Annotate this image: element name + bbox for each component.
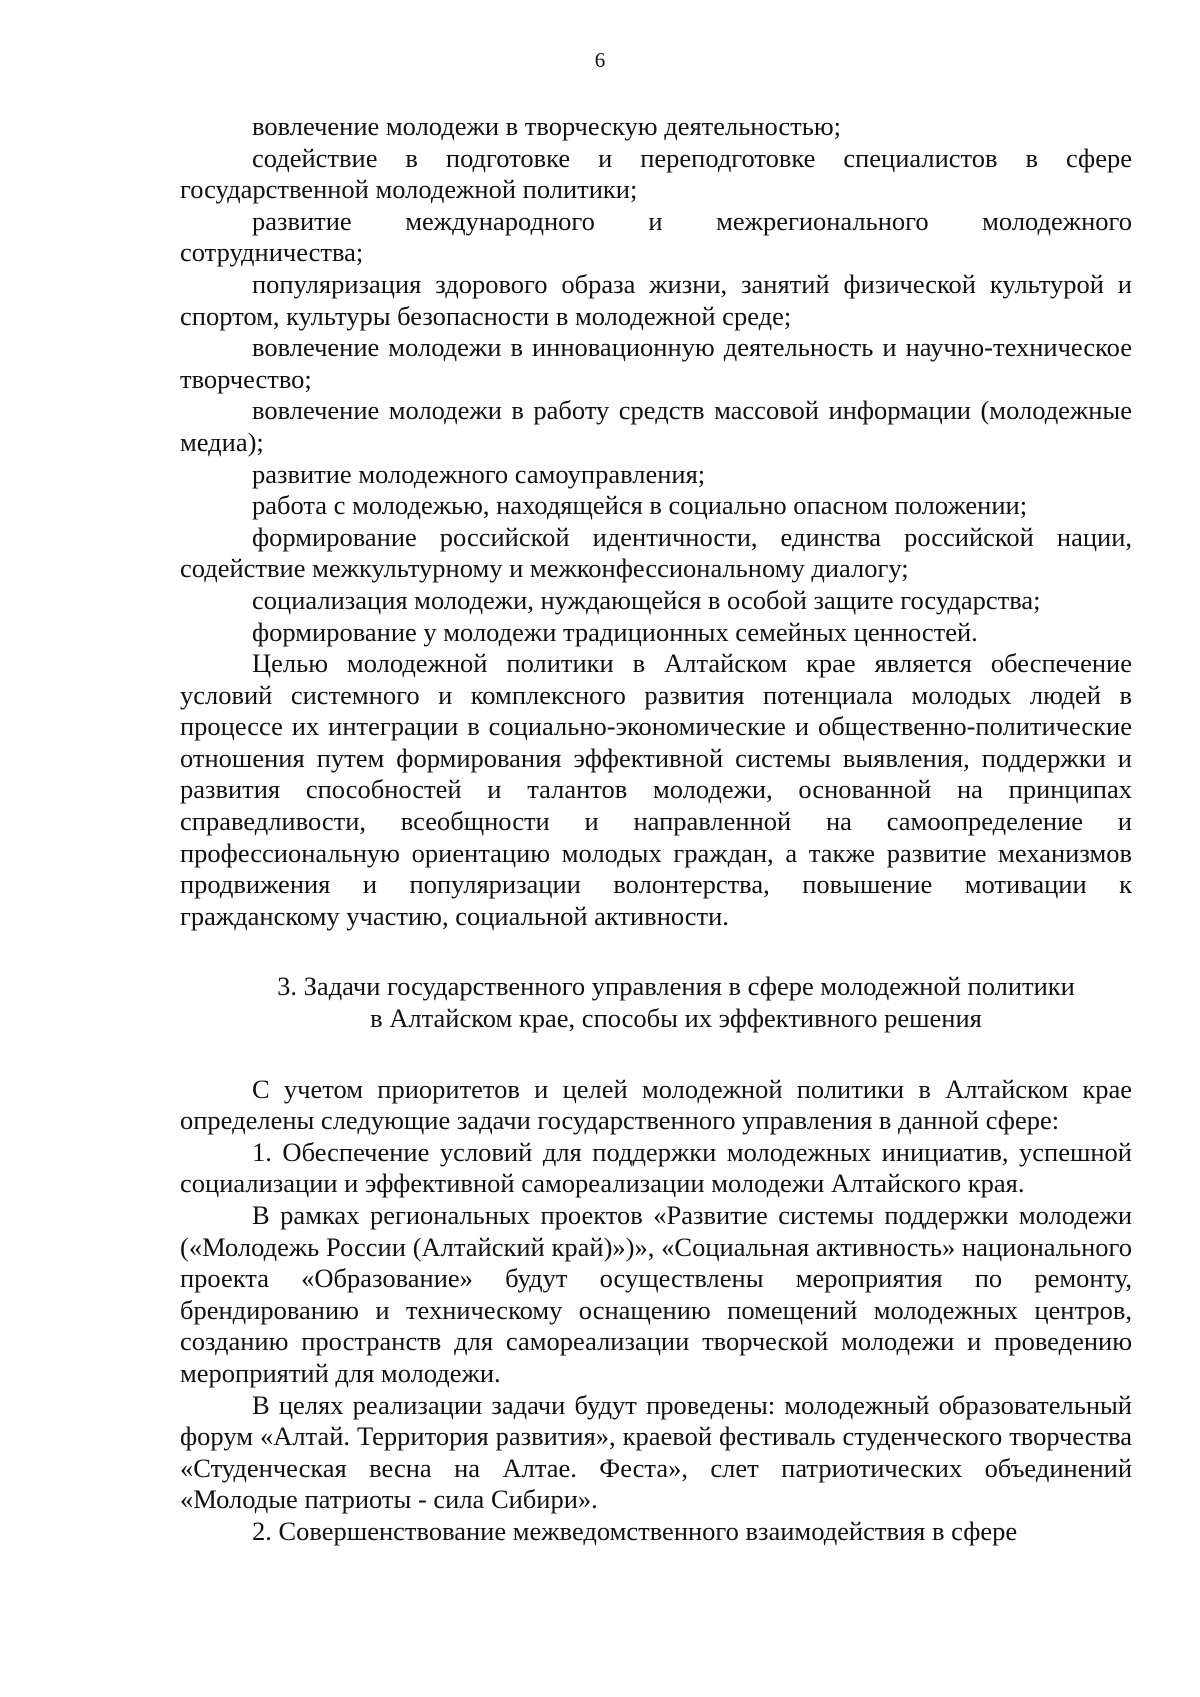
body-paragraph: В рамках региональных проектов «Развитие системы поддержки молодежи («Молодежь России (Алтайский край)»)», «Социальная активность» национального проекта «Образование» будут осуществлены мероприятия по ремонту, брендированию и техническому оснащению помещений молодежных центров, созданию пространств для самореализации творческой молодежи и проведению мероприятий для молодежи. bbox=[180, 1200, 1132, 1388]
list-item-paragraph: содействие в подготовке и переподготовке специалистов в сфере государственной молодежной политики; bbox=[180, 142, 1132, 205]
list-item-paragraph: формирование у молодежи традиционных семейных ценностей. bbox=[252, 616, 978, 647]
body-paragraph: С учетом приоритетов и целей молодежной политики в Алтайском крае определены следующие задачи государственного управления в данной сфере: bbox=[180, 1073, 1132, 1136]
list-item-paragraph: формирование российской идентичности, единства российской нации, содействие межкультурному и межконфессиональному диалогу; bbox=[180, 521, 1132, 584]
section-heading-line-2: в Алтайском крае, способы их эффективного решения bbox=[370, 1003, 982, 1034]
list-item-paragraph: развитие молодежного самоуправления; bbox=[252, 458, 706, 489]
list-item-paragraph: развитие международного и межрегионального молодежного сотрудничества; bbox=[180, 205, 1132, 268]
list-item-paragraph: вовлечение молодежи в творческую деятельностью; bbox=[252, 111, 841, 141]
body-paragraph: 1. Обеспечение условий для поддержки молодежных инициатив, успешной социализации и эффективной самореализации молодежи Алтайского края. bbox=[180, 1136, 1132, 1199]
list-item-paragraph: социализация молодежи, нуждающейся в особой защите государства; bbox=[252, 584, 1041, 615]
body-paragraph: В целях реализации задачи будут проведены: молодежный образовательный форум «Алтай. Территория развития», краевой фестиваль студенческого творчества «Студенческая весна на Алтае. Феста», слет патриотических объединений «Молодые патриоты - сила Сибири». bbox=[180, 1389, 1132, 1515]
list-item-paragraph: работа с молодежью, находящейся в социально опасном положении; bbox=[252, 490, 1028, 521]
goal-paragraph: Целью молодежной политики в Алтайском крае является обеспечение условий системного и комплексного развития потенциала молодых людей в процессе их интеграции в социально-экономические и общественно-политические отношения путем формирования эффективной системы выявления, поддержки и развития способностей и талантов молодежи, основанной на принципах справедливости, всеобщности и направленной на самоопределение и профессиональную ориентацию молодых граждан, а также развитие механизмов продвижения и популяризации волонтерства, повышение мотивации к гражданскому участию, социальной активности. bbox=[180, 648, 1132, 931]
list-item-paragraph: вовлечение молодежи в работу средств массовой информации (молодежные медиа); bbox=[180, 395, 1132, 457]
body-paragraph: 2. Совершенствование межведомственного взаимодействия в сфере bbox=[252, 1515, 1018, 1546]
document-body bbox=[180, 111, 1132, 1548]
section-heading-line-1: 3. Задачи государственного управления в сфере молодежной политики bbox=[277, 971, 1075, 1002]
page-number: 6 bbox=[594, 48, 606, 72]
list-item-paragraph: вовлечение молодежи в инновационную деятельность и научно-техническое творчество; bbox=[180, 332, 1132, 394]
list-item-paragraph: популяризация здорового образа жизни, занятий физической культурой и спортом, культуры безопасности в молодежной среде; bbox=[180, 268, 1132, 331]
section-heading bbox=[180, 971, 1132, 1034]
